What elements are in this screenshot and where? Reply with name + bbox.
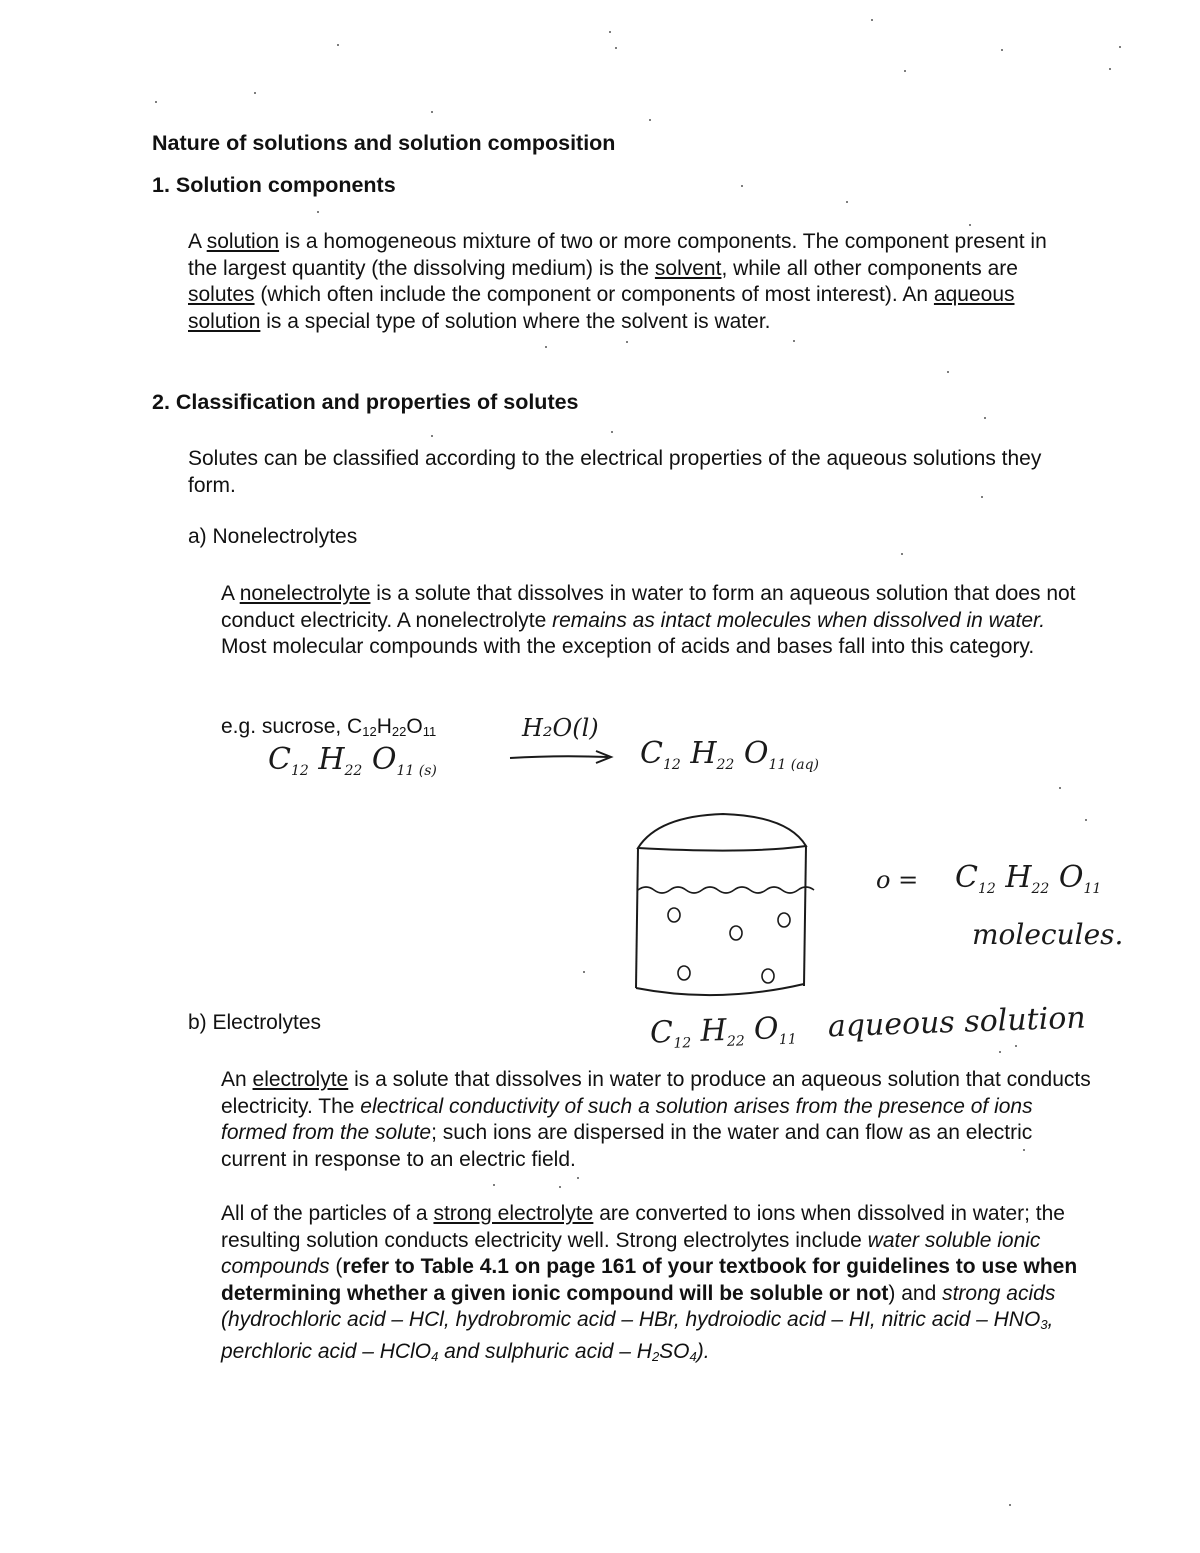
text-run: 3 [1040,1317,1048,1332]
text-run: is a solute that dissolves in water to produce an aqueous solution that conducts electricity. The [221,1068,1091,1118]
text-run: All of the particles of a [221,1202,434,1225]
text-run: Most molecular compounds with the exception of acids and bases fall into this category. [221,635,1035,658]
text-run: nonelectrolyte [239,582,371,605]
text-run: aqueous solution [188,283,1015,333]
text-run: , while all other components are [721,256,1018,280]
text-run: SO [659,1339,690,1363]
text-run: is a special type of solution where the solvent is water. [260,309,771,333]
section-1-paragraph [188,229,1078,335]
handwritten-reactant: $C_{12}$ $H_{22}$ $O_{11 (s)}$ [268,742,437,779]
text-run: electrolyte [252,1068,349,1091]
handwritten-product: $C_{12}$ $H_{22}$ $O_{11 (aq)}$ [640,736,819,773]
text-run: A [188,230,207,253]
molecule-icon [762,969,774,983]
text-run: solution [206,230,280,253]
beaker-caption: $C_{12}$ $H_{22}$ $O_{11}$ aqueous solution [649,1000,1087,1052]
text-run: is a homogeneous mixture of two or more components. The component present in the largest quantity (the dissolving medium) is the [188,230,1047,280]
section-2-intro: Solutes can be classified according to the electrical properties of the aqueous solutions they form. [188,447,1042,497]
handwritten-arrow-label: H₂O(l) [522,714,599,742]
strong-electrolytes-paragraph [221,1201,1081,1370]
text-run: , perchloric acid – HClO [221,1308,1054,1363]
text-run: and sulphuric acid – H [438,1339,652,1363]
molecule-icon [678,966,690,980]
text-run: ( [329,1255,343,1278]
text-run: solutes [188,283,255,306]
legend-formula: $C_{12}$ $H_{22}$ $O_{11}$ [955,860,1102,897]
text-run: remains as intact molecules when dissolved in water. [552,608,1046,632]
electrolytes-paragraph [221,1067,1091,1173]
molecule-icon [668,908,680,922]
text-run: strong electrolyte [433,1202,594,1225]
legend-word: molecules. [972,918,1124,951]
electrolytes-heading: b) Electrolytes [188,1011,322,1034]
text-run: (which often include the component or components of most interest). An [254,283,934,306]
text-run: 2 [651,1348,660,1364]
text-run: strong acids (hydrochloric acid – HCl, hydrobromic acid – HBr, hydroiodic acid – HI, nitric acid – HNO [221,1281,1056,1331]
section-2-heading: 2. Classification and properties of solutes [152,390,579,414]
page-title: Nature of solutions and solution composition [152,131,616,155]
text-run: 4 [431,1348,439,1364]
text-run: ). [696,1339,710,1363]
text-run: A [221,582,240,605]
molecule-icon [730,926,742,940]
reaction-arrow-icon [508,748,618,768]
text-run: is a solute that dissolves in water to form an aqueous solution that does not conduct electricity. A nonelectrolyte [221,582,1076,632]
beaker-sketch [628,808,818,1008]
molecule-icon [778,913,790,927]
text-run: refer to Table 4.1 on page 161 of your textbook for guidelines to use when determining whether a given ionic compound will be soluble or not [221,1255,1078,1305]
text-run: water soluble ionic compounds [221,1228,1041,1278]
sucrose-example: e.g. sucrose, $C_{12}H_{22}O_{11}$ [221,715,437,739]
text-run: ; such ions are dispersed in the water and can flow as an electric current in response to an electric field. [221,1121,1033,1171]
nonelectrolytes-paragraph [221,581,1081,661]
text-run: 4 [689,1348,697,1364]
nonelectrolytes-heading: a) Nonelectrolytes [188,525,358,548]
section-1-heading: 1. Solution components [152,173,396,197]
text-run: solvent [654,256,722,280]
text-run: An [221,1068,253,1091]
legend-symbol: o = [876,866,919,894]
text-run: electrical conductivity of such a solution arises from the presence of ions formed from the solute [221,1094,1033,1144]
text-run: are converted to ions when dissolved in water; the resulting solution conducts electricity well. Strong electrolytes include [221,1202,1065,1252]
text-run: ) and [888,1281,943,1305]
